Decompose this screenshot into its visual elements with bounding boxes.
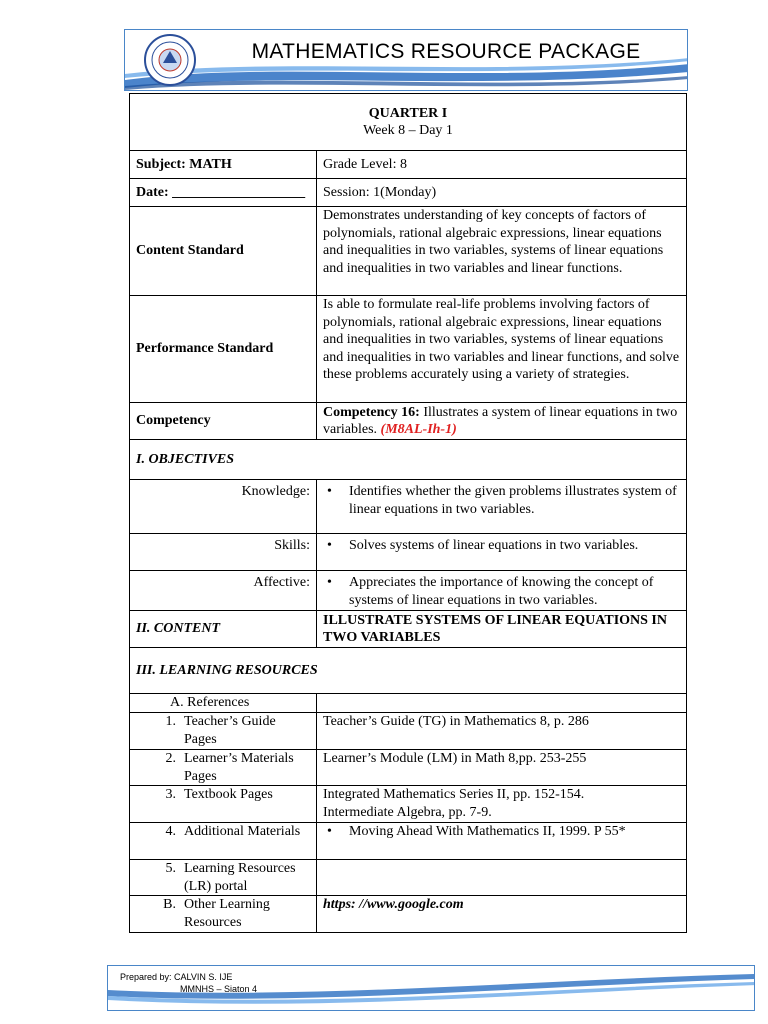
competency-label: Competency — [130, 403, 317, 440]
header-banner — [124, 29, 688, 91]
performance-standard-label: Performance Standard — [130, 296, 317, 403]
knowledge-label: Knowledge: — [130, 480, 317, 534]
school-name: MMNHS – Siaton 4 — [180, 984, 258, 994]
lesson-plan-table — [129, 93, 687, 933]
bullet-icon: • — [327, 575, 332, 590]
other-resources-label: Other Learning Resources — [184, 897, 270, 930]
competency-prefix: Competency 16: — [323, 404, 420, 420]
subject-label: Subject: MATH — [130, 151, 317, 179]
content-standard-row — [130, 207, 687, 296]
references-row — [130, 694, 687, 713]
skills-text: Solves systems of linear equations in two variables. — [349, 538, 639, 553]
week-day: Week 8 – Day 1 — [363, 123, 453, 138]
performance-standard-text: Is able to formulate real-life problems involving factors of polynomials, rational algebraic expressions, linear equations and inequalities in two variables, systems of linear equations and inequalities in two variables and linear functions, and solve these problems accurately using a variety of strategies. — [317, 296, 687, 403]
other-resources-row: B. Other Learning Resources https: //www.google.com — [130, 896, 687, 933]
date-row — [130, 179, 687, 207]
objectives-heading: I. OBJECTIVES — [130, 440, 687, 480]
knowledge-text: Identifies whether the given problems illustrates system of linear equations in two variables. — [349, 484, 677, 517]
reference-label: Learning Resources (LR) portal — [184, 861, 296, 894]
content-row — [130, 611, 687, 648]
bullet-icon: • — [327, 484, 332, 499]
footer-text — [120, 971, 257, 995]
reference-row: 4. Additional Materials • Moving Ahead With Mathematics II, 1999. P 55* — [130, 823, 687, 860]
reference-row: 3. Textbook Pages Integrated Mathematics Series II, pp. 152-154. Intermediate Algebra, pp. 7-9. — [130, 786, 687, 823]
resources-heading: III. LEARNING RESOURCES — [130, 648, 687, 694]
content-standard-text: Demonstrates understanding of key concepts of factors of polynomials, rational algebraic expressions, linear equations and inequalities in two variables, systems of linear equations and inequalities in two variables and linear functions. — [317, 207, 687, 296]
knowledge-row — [130, 480, 687, 534]
skills-row — [130, 534, 687, 571]
other-resources-link[interactable]: https: //www.google.com — [317, 896, 687, 933]
prepared-by: Prepared by: CALVIN S. IJE — [120, 972, 233, 982]
skills-label: Skills: — [130, 534, 317, 571]
subject-row — [130, 151, 687, 179]
affective-label: Affective: — [130, 571, 317, 611]
bullet-icon: • — [327, 538, 332, 553]
resources-heading-row — [130, 648, 687, 694]
competency-cell — [317, 403, 687, 440]
competency-text: Illustrates a system of linear equations in two variables. — [323, 404, 678, 437]
page-title: MATHEMATICS RESOURCE PACKAGE — [251, 40, 641, 63]
reference-label: Teacher’s Guide Pages — [184, 714, 276, 747]
reference-label: Additional Materials — [184, 824, 301, 839]
competency-code: (M8AL-Ih-1) — [380, 422, 457, 437]
reference-value — [317, 860, 687, 896]
reference-row: 5. Learning Resources (LR) portal — [130, 860, 687, 896]
date-label: Date: ___________________ — [130, 179, 317, 207]
quarter-title: QUARTER I — [368, 105, 448, 121]
grade-level: Grade Level: 8 — [317, 151, 687, 179]
affective-row — [130, 571, 687, 611]
reference-row: 2. Learner’s Materials Pages Learner’s Module (LM) in Math 8,pp. 253-255 — [130, 750, 687, 786]
content-text: ILLUSTRATE SYSTEMS OF LINEAR EQUATIONS IN TWO VARIABLES — [317, 611, 687, 648]
affective-text: Appreciates the importance of knowing the concept of systems of linear equations in two variables. — [349, 575, 654, 608]
reference-value: Moving Ahead With Mathematics II, 1999. P 55* — [349, 824, 626, 839]
reference-value: Teacher’s Guide (TG) in Mathematics 8, p. 286 — [317, 713, 687, 750]
reference-row: 1. Teacher’s Guide Pages Teacher’s Guide (TG) in Mathematics 8, p. 286 — [130, 713, 687, 750]
bullet-icon: • — [327, 824, 332, 839]
deped-seal-icon — [143, 33, 197, 87]
footer-banner — [107, 965, 755, 1011]
objectives-heading-row — [130, 440, 687, 480]
reference-value: Learner’s Module (LM) in Math 8,pp. 253-255 — [317, 750, 687, 786]
performance-standard-row — [130, 296, 687, 403]
references-label: A. References — [130, 694, 317, 713]
reference-label: Learner’s Materials Pages — [184, 751, 294, 784]
content-heading: II. CONTENT — [130, 611, 317, 648]
reference-value: Integrated Mathematics Series II, pp. 152-154. Intermediate Algebra, pp. 7-9. — [317, 786, 687, 823]
content-standard-label: Content Standard — [130, 207, 317, 296]
session: Session: 1(Monday) — [317, 179, 687, 207]
competency-row — [130, 403, 687, 440]
quarter-row — [130, 94, 687, 151]
reference-label: Textbook Pages — [184, 787, 273, 802]
